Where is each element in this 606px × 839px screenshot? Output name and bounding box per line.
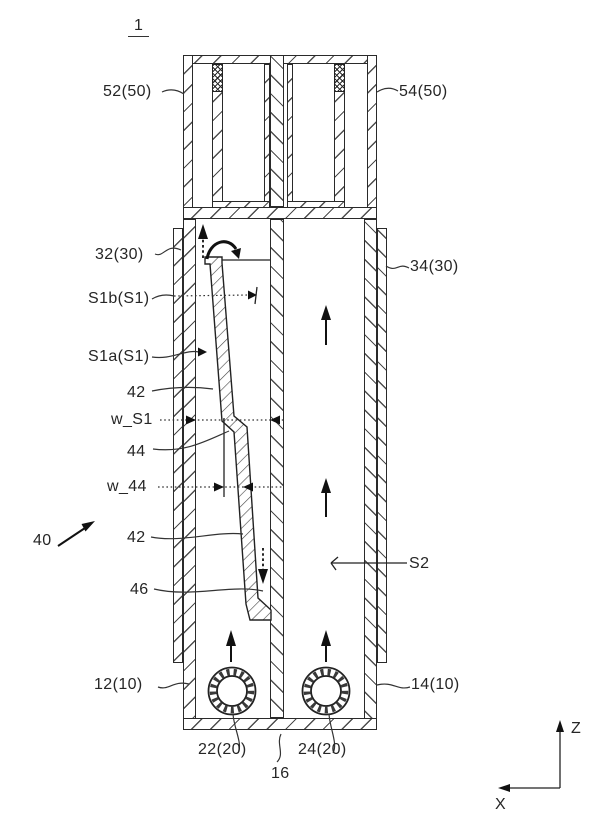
label-42-upper: 42 xyxy=(127,384,146,401)
label-32: 32(30) xyxy=(95,246,144,263)
leader-32 xyxy=(155,248,181,255)
figure-number: 1 xyxy=(128,16,149,35)
label-34: 34(30) xyxy=(410,258,459,275)
label-16: 16 xyxy=(271,765,290,782)
leader-s1b xyxy=(152,287,257,304)
baffle-plate-40 xyxy=(205,257,271,620)
label-s2: S2 xyxy=(409,555,430,572)
leader-s2 xyxy=(331,557,407,570)
flow-arrow-bottom-left xyxy=(226,630,236,662)
leader-s1a xyxy=(152,348,207,358)
pipe-22 xyxy=(209,668,256,715)
label-46: 46 xyxy=(130,581,149,598)
label-54: 54(50) xyxy=(399,83,448,100)
label-42-lower: 42 xyxy=(127,529,146,546)
leader-42-lower xyxy=(151,534,243,539)
leader-12 xyxy=(158,683,189,688)
leader-44 xyxy=(153,431,229,450)
leader-14 xyxy=(377,684,410,688)
flow-arrow-s1b-down xyxy=(258,548,268,584)
label-44: 44 xyxy=(127,443,146,460)
dimension-w-44 xyxy=(158,418,283,497)
label-14: 14(10) xyxy=(411,676,460,693)
leader-52 xyxy=(162,90,184,94)
leader-34 xyxy=(386,266,409,268)
label-24: 24(20) xyxy=(298,741,347,758)
label-w-44: w_44 xyxy=(107,478,147,495)
pipe-24 xyxy=(303,668,350,715)
axis-z xyxy=(556,720,564,788)
label-52: 52(50) xyxy=(103,83,152,100)
axis-x xyxy=(498,784,560,792)
axis-label-x: X xyxy=(495,796,507,813)
leader-54 xyxy=(377,88,398,92)
label-s1a: S1a(S1) xyxy=(88,348,150,365)
label-40: 40 xyxy=(33,532,52,549)
label-22: 22(20) xyxy=(198,741,247,758)
leader-16 xyxy=(277,734,281,762)
flow-arrow-s1-top xyxy=(198,224,208,258)
axis-label-z: Z xyxy=(571,720,582,737)
leader-40 xyxy=(58,521,95,546)
flow-arrow-s2-middle xyxy=(321,478,331,517)
label-12: 12(10) xyxy=(94,676,143,693)
flow-arrow-bottom-right xyxy=(321,630,331,662)
flow-arc-arrowhead xyxy=(231,248,241,259)
leader-42-upper xyxy=(152,387,213,391)
label-w-s1: w_S1 xyxy=(111,411,153,428)
label-s1b: S1b(S1) xyxy=(88,290,150,307)
flow-arrow-s2-upper xyxy=(321,305,331,345)
